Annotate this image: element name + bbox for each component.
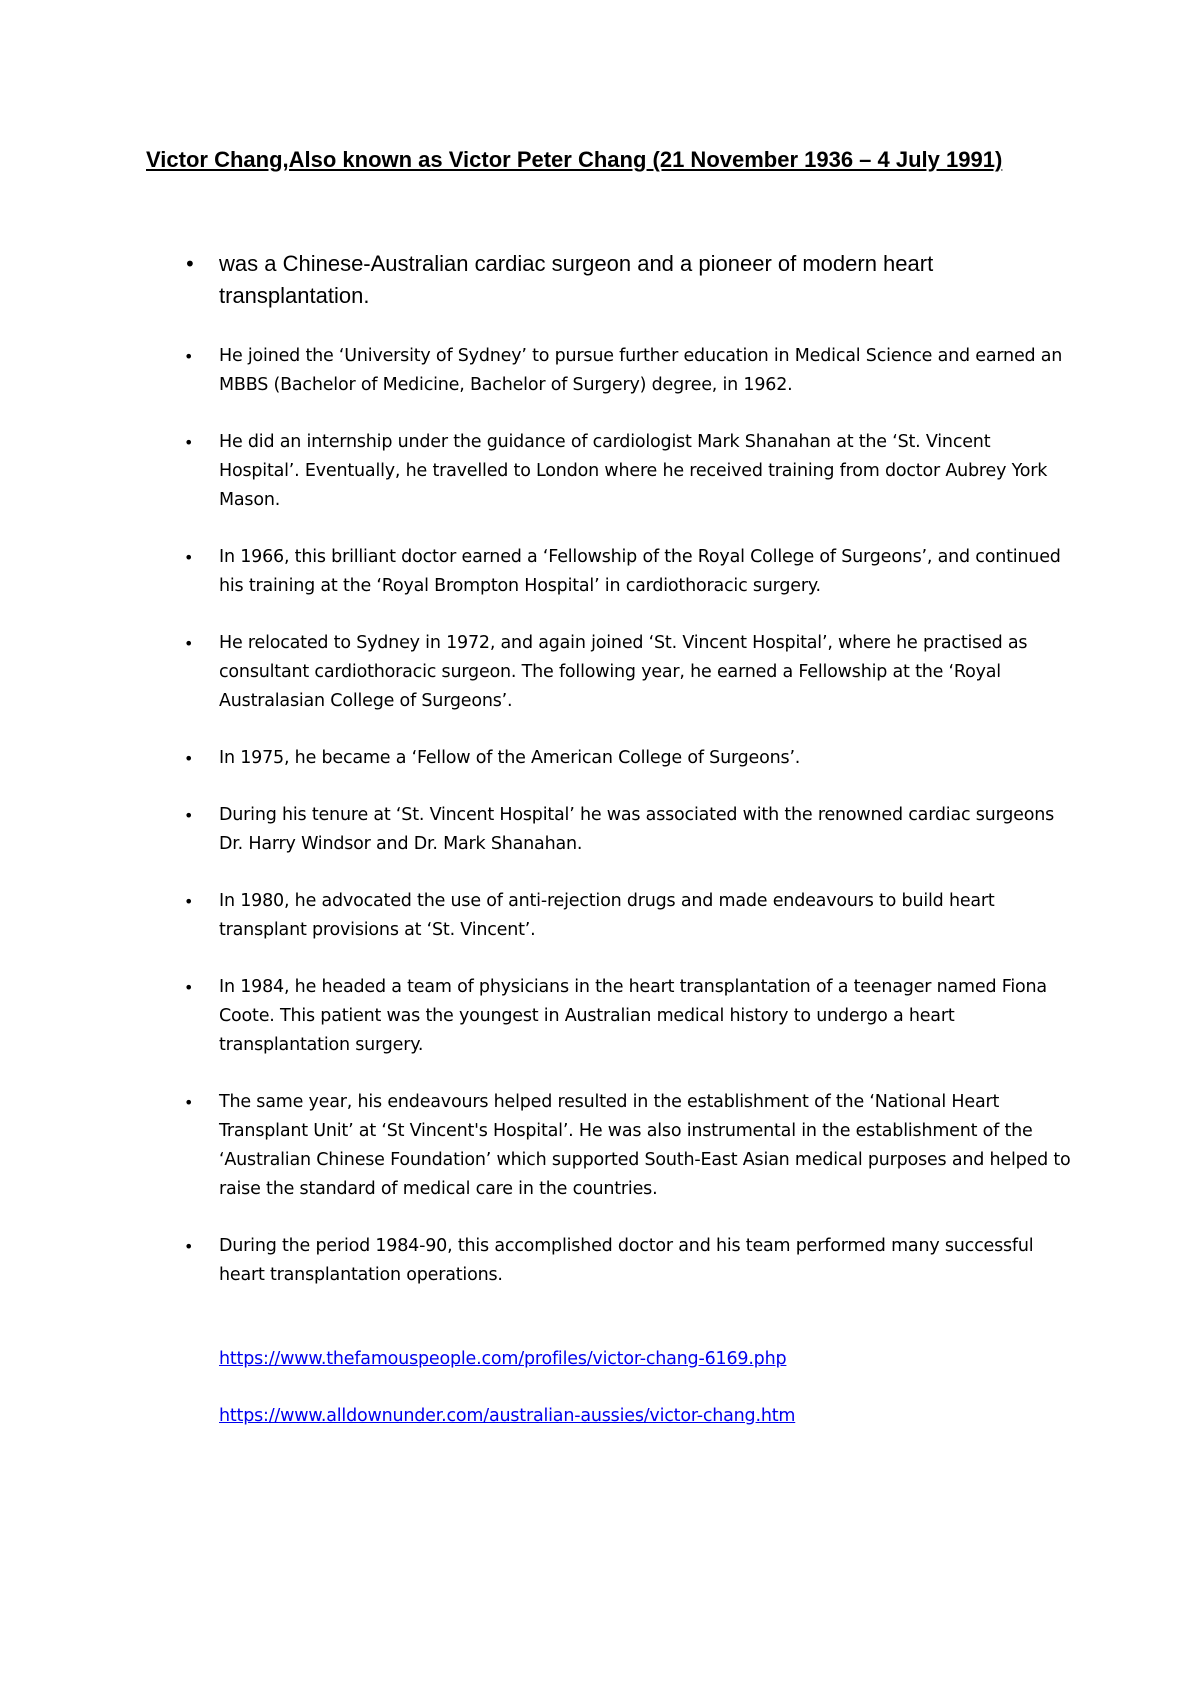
list-item — [146, 543, 1076, 601]
list-item-text: He joined the ‘University of Sydney’ to pursue further education in Medical Science and earned an MBBS (Bachelor of Medicine, Bachelor of Surgery) degree, in 1962. — [219, 346, 1063, 395]
bullet-icon: • — [184, 252, 196, 276]
bullet-icon: • — [184, 433, 194, 452]
document-title: Victor Chang,Also known as Victor Peter Chang (21 November 1936 – 4 July 1991) — [146, 147, 1003, 172]
list-item-text: He relocated to Sydney in 1972, and again joined ‘St. Vincent Hospital’, where he practised as consultant cardiothoracic surgeon. The following year, he earned a Fellowship at the ‘Royal Australasian College of Surgeons’. — [219, 633, 1028, 711]
list-item-text: In 1980, he advocated the use of anti-rejection drugs and made endeavours to build heart transplant provisions at ‘St. Vincent’. — [219, 891, 995, 940]
bullet-icon: • — [184, 548, 194, 567]
list-item — [146, 248, 1076, 312]
reference-link-thefamouspeople[interactable]: https://www.thefamouspeople.com/profiles/victor-chang-6169.php — [219, 1349, 787, 1369]
list-item — [146, 887, 1076, 945]
list-item-text: During the period 1984-90, this accomplished doctor and his team performed many successful heart transplantation operations. — [219, 1236, 1034, 1285]
reference-link-alldownunder[interactable]: https://www.alldownunder.com/australian-aussies/victor-chang.htm — [219, 1406, 796, 1426]
bullet-list — [146, 248, 1076, 1318]
list-item-text: During his tenure at ‘St. Vincent Hospital’ he was associated with the renowned cardiac surgeons Dr. Harry Windsor and Dr. Mark Shanahan. — [219, 805, 1055, 854]
bullet-icon: • — [184, 749, 194, 768]
bullet-icon: • — [184, 978, 194, 997]
list-item — [146, 428, 1076, 515]
list-item — [146, 1088, 1076, 1204]
list-item-text: The same year, his endeavours helped resulted in the establishment of the ‘National Heart Transplant Unit’ at ‘St Vincent's Hospital’. He was also instrumental in the establishment of the ‘Australian Chinese Foundation’ which supported South-East Asian medical purposes and helped to raise the standard of medical care in the countries. — [219, 1092, 1071, 1199]
reference-links — [219, 1345, 1069, 1459]
list-item — [146, 629, 1076, 716]
list-item — [146, 973, 1076, 1060]
list-item — [146, 744, 1076, 773]
bullet-icon: • — [184, 1237, 194, 1256]
bullet-icon: • — [184, 892, 194, 911]
list-item-text: He did an internship under the guidance of cardiologist Mark Shanahan at the ‘St. Vincent Hospital’. Eventually, he travelled to London where he received training from doctor Aubrey York Mason. — [219, 432, 1048, 510]
list-item-text: In 1966, this brilliant doctor earned a ‘Fellowship of the Royal College of Surgeons’, and continued his training at the ‘Royal Brompton Hospital’ in cardiothoracic surgery. — [219, 547, 1061, 596]
list-item — [146, 342, 1076, 400]
list-item — [146, 801, 1076, 859]
list-item — [146, 1232, 1076, 1290]
bullet-icon: • — [184, 1093, 194, 1112]
list-item-text: was a Chinese-Australian cardiac surgeon and a pioneer of modern heart transplantation. — [219, 251, 934, 308]
list-item-text: In 1975, he became a ‘Fellow of the American College of Surgeons’. — [219, 748, 801, 768]
bullet-icon: • — [184, 634, 194, 653]
bullet-icon: • — [184, 806, 194, 825]
list-item-text: In 1984, he headed a team of physicians in the heart transplantation of a teenager named Fiona Coote. This patient was the youngest in Australian medical history to undergo a heart transplantation surgery. — [219, 977, 1047, 1055]
bullet-icon: • — [184, 347, 194, 366]
